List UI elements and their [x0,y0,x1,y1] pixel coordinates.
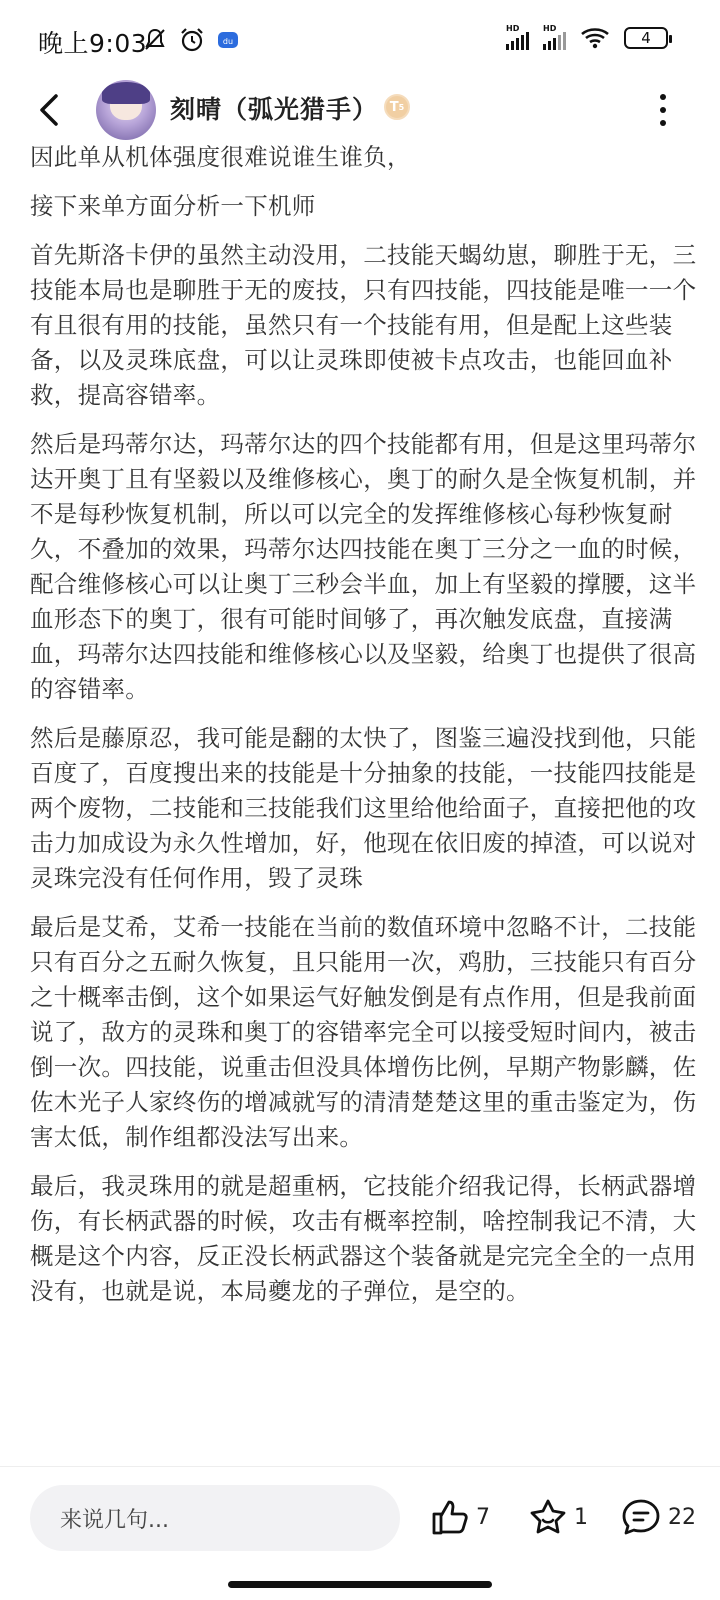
star-icon [528,1497,568,1537]
comment-count: 22 [668,1504,696,1530]
post-paragraph: 最后，我灵珠用的就是超重柄，它技能介绍我记得，长柄武器增伤，有长柄武器的时候，攻击有概率控制，啥控制我记不清，大概是这个内容，反正没长柄武器这个装备就是完完全全的一点用没有，也就是说，本局夔龙的子弹位，是空的。 [30,1172,697,1305]
comment-button[interactable] [620,1497,696,1537]
post-paragraph: 首先斯洛卡伊的虽然主动没用，二技能天蝎幼崽，聊胜于无，三技能本局也是聊胜于无的废技，只有四技能，四技能是唯一一个有且很有用的技能，虽然只有一个技能有用，但是配上这些装备，以及灵珠底盘，可以让灵珠即使被卡点攻击，也能回血补救，提高容错率。 [30,241,697,409]
post-paragraph: 最后是艾希，艾希一技能在当前的数值环境中忽略不计，二技能只有百分之五耐久恢复，且只能用一次，鸡肋，三技能只有百分之十概率击倒，这个如果运气好触发倒是有点作用，但是我前面说了，敌方的灵珠和奥丁的容错率完全可以接受短时间内，被击倒一次。四技能，说重击但没具体增伤比例，早期产物影麟，佐佐木光子人家终伤的增减就写的清清楚楚这里的重击鉴定为，伤害太低，制作组都没法写出来。 [30,913,697,1151]
home-indicator[interactable] [228,1581,492,1588]
comment-input[interactable]: 来说几句... [30,1485,400,1551]
wifi-icon [580,26,610,50]
favorite-button[interactable] [528,1497,588,1537]
app-badge-icon [216,28,240,52]
signal-hd-label: HD [506,24,520,33]
post-paragraph: 然后是藤原忍，我可能是翻的太快了，图鉴三遍没找到他，只能百度了，百度搜出来的技能是十分抽象的技能，一技能四技能是两个废物，二技能和三技能我们这里给他给面子，直接把他的攻击力加成设为永久性增加，好，他现在依旧废的掉渣，可以说对灵珠完没有任何作用，毁了灵珠 [30,724,697,892]
back-icon[interactable] [30,90,70,130]
status-bar [0,0,720,84]
favorite-count: 1 [574,1504,588,1530]
avatar[interactable] [96,80,156,140]
comment-icon [620,1497,662,1537]
post-content [30,140,700,1323]
signal-icon [543,26,566,50]
status-icons-left [142,26,240,54]
signal-icon [506,26,529,50]
level-badge [384,94,410,120]
thumbs-up-icon [430,1497,470,1537]
alarm-icon [178,26,206,54]
post-header [0,84,720,148]
post-paragraph: 接下来单方面分析一下机师 [30,192,316,220]
status-icons-right [506,26,668,50]
author-name[interactable]: 刻晴（弧光猎手） [170,95,379,124]
post-paragraph: 因此单从机体强度很难说谁生谁负， [30,143,411,171]
like-count: 7 [476,1504,490,1530]
signal-hd-label: HD [543,24,557,33]
mute-icon [142,27,168,53]
bottom-action-bar [0,1466,720,1566]
svg-text:du: du [222,37,234,46]
more-vertical-icon[interactable] [658,94,668,126]
post-paragraph: 然后是玛蒂尔达，玛蒂尔达的四个技能都有用，但是这里玛蒂尔达开奥丁且有坚毅以及维修核心，奥丁的耐久是全恢复机制，并不是每秒恢复机制，所以可以完全的发挥维修核心每秒恢复耐久，不叠加的效果，玛蒂尔达四技能在奥丁三分之一血的时候，配合维修核心可以让奥丁三秒会半血，加上有坚毅的撑腰，这半血形态下的奥丁，很有可能时间够了，再次触发底盘，直接满血，玛蒂尔达四技能和维修核心以及坚毅，给奥丁也提供了很高的容错率。 [30,430,697,703]
status-time: 晚上9:03 [38,29,148,58]
like-button[interactable] [430,1497,490,1537]
level-badge-number: 5 [398,102,405,112]
level-badge-letter: T [389,99,399,115]
battery-icon: 4 [624,27,668,49]
